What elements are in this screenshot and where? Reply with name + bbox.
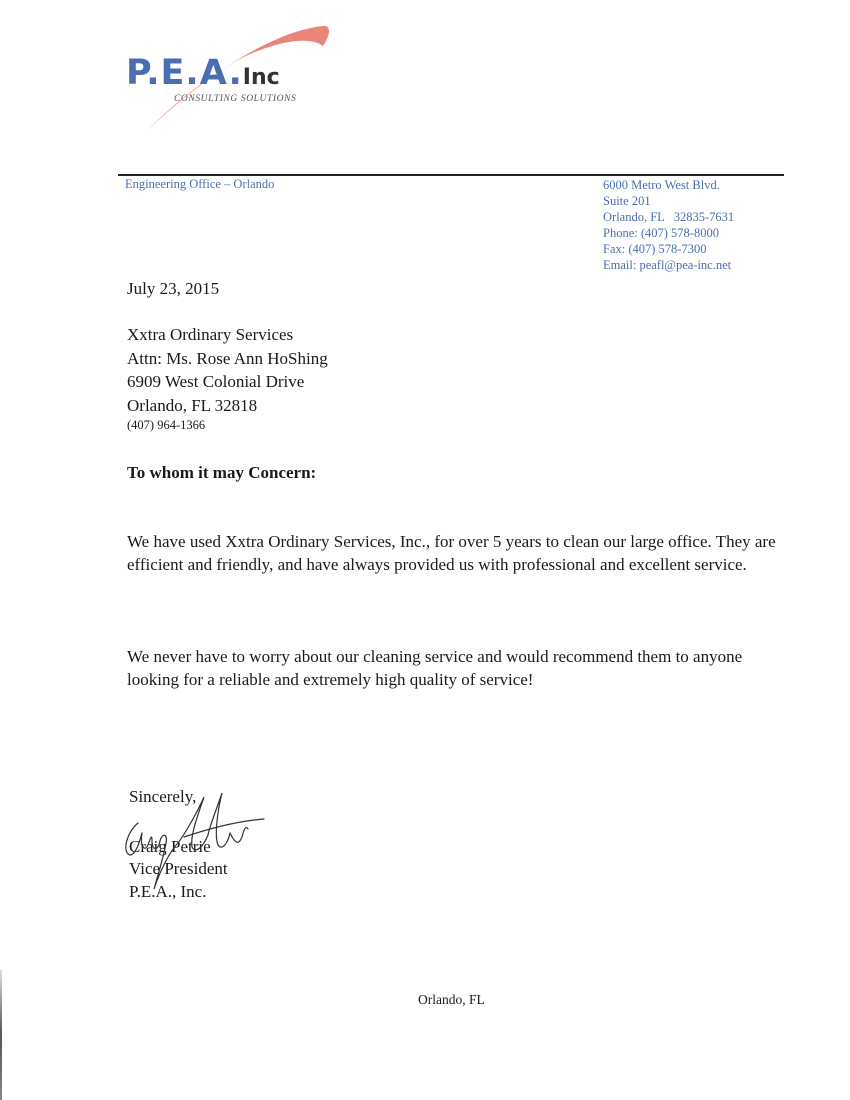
- company-address: [603, 177, 734, 273]
- recipient-line: Orlando, FL 32818: [127, 395, 258, 415]
- address-phone: Phone: (407) 578-8000: [603, 226, 719, 240]
- signer-company: P.E.A., Inc.: [129, 881, 207, 901]
- logo-tagline: CONSULTING SOLUTIONS: [174, 94, 297, 104]
- logo-suffix: Inc: [242, 65, 280, 90]
- address-email: Email: peafl@pea-inc.net: [603, 258, 732, 272]
- salutation: To whom it may Concern:: [127, 463, 317, 482]
- scan-edge: [0, 970, 2, 1100]
- recipient-line: Xxtra Ordinary Services: [127, 325, 294, 344]
- address-line: Suite 201: [603, 194, 651, 208]
- signature-icon: [118, 785, 268, 895]
- body-paragraph: We never have to worry about our cleaning service and would recommend them to anyone looking for a reliable and extremely high quality of service!: [127, 647, 743, 689]
- signer-title: Vice President: [129, 859, 228, 878]
- office-label: Engineering Office – Orlando: [125, 177, 275, 191]
- address-line: Orlando, FL 32835-7631: [603, 210, 735, 224]
- address-line: 6000 Metro West Blvd.: [603, 178, 720, 192]
- logo-name: P.E.A.: [126, 53, 243, 93]
- body-paragraph: We have used Xxtra Ordinary Services, Inc., for over 5 years to clean our large office. They are efficient and friendly, and have always provided us with professional and excellent service.: [127, 532, 776, 574]
- header-divider: [118, 174, 784, 176]
- address-fax: Fax: (407) 578-7300: [603, 242, 707, 256]
- company-logo: [118, 22, 348, 134]
- recipient-line: Attn: Ms. Rose Ann HoShing: [127, 348, 328, 368]
- recipient-block: [127, 323, 328, 433]
- recipient-phone: (407) 964-1366: [127, 418, 206, 432]
- recipient-line: 6909 West Colonial Drive: [127, 372, 305, 391]
- letter-date: July 23, 2015: [127, 279, 220, 298]
- closing: Sincerely,: [129, 787, 197, 806]
- footer-location: Orlando, FL: [418, 992, 485, 1007]
- signer-name: Craig Petrie: [129, 836, 211, 856]
